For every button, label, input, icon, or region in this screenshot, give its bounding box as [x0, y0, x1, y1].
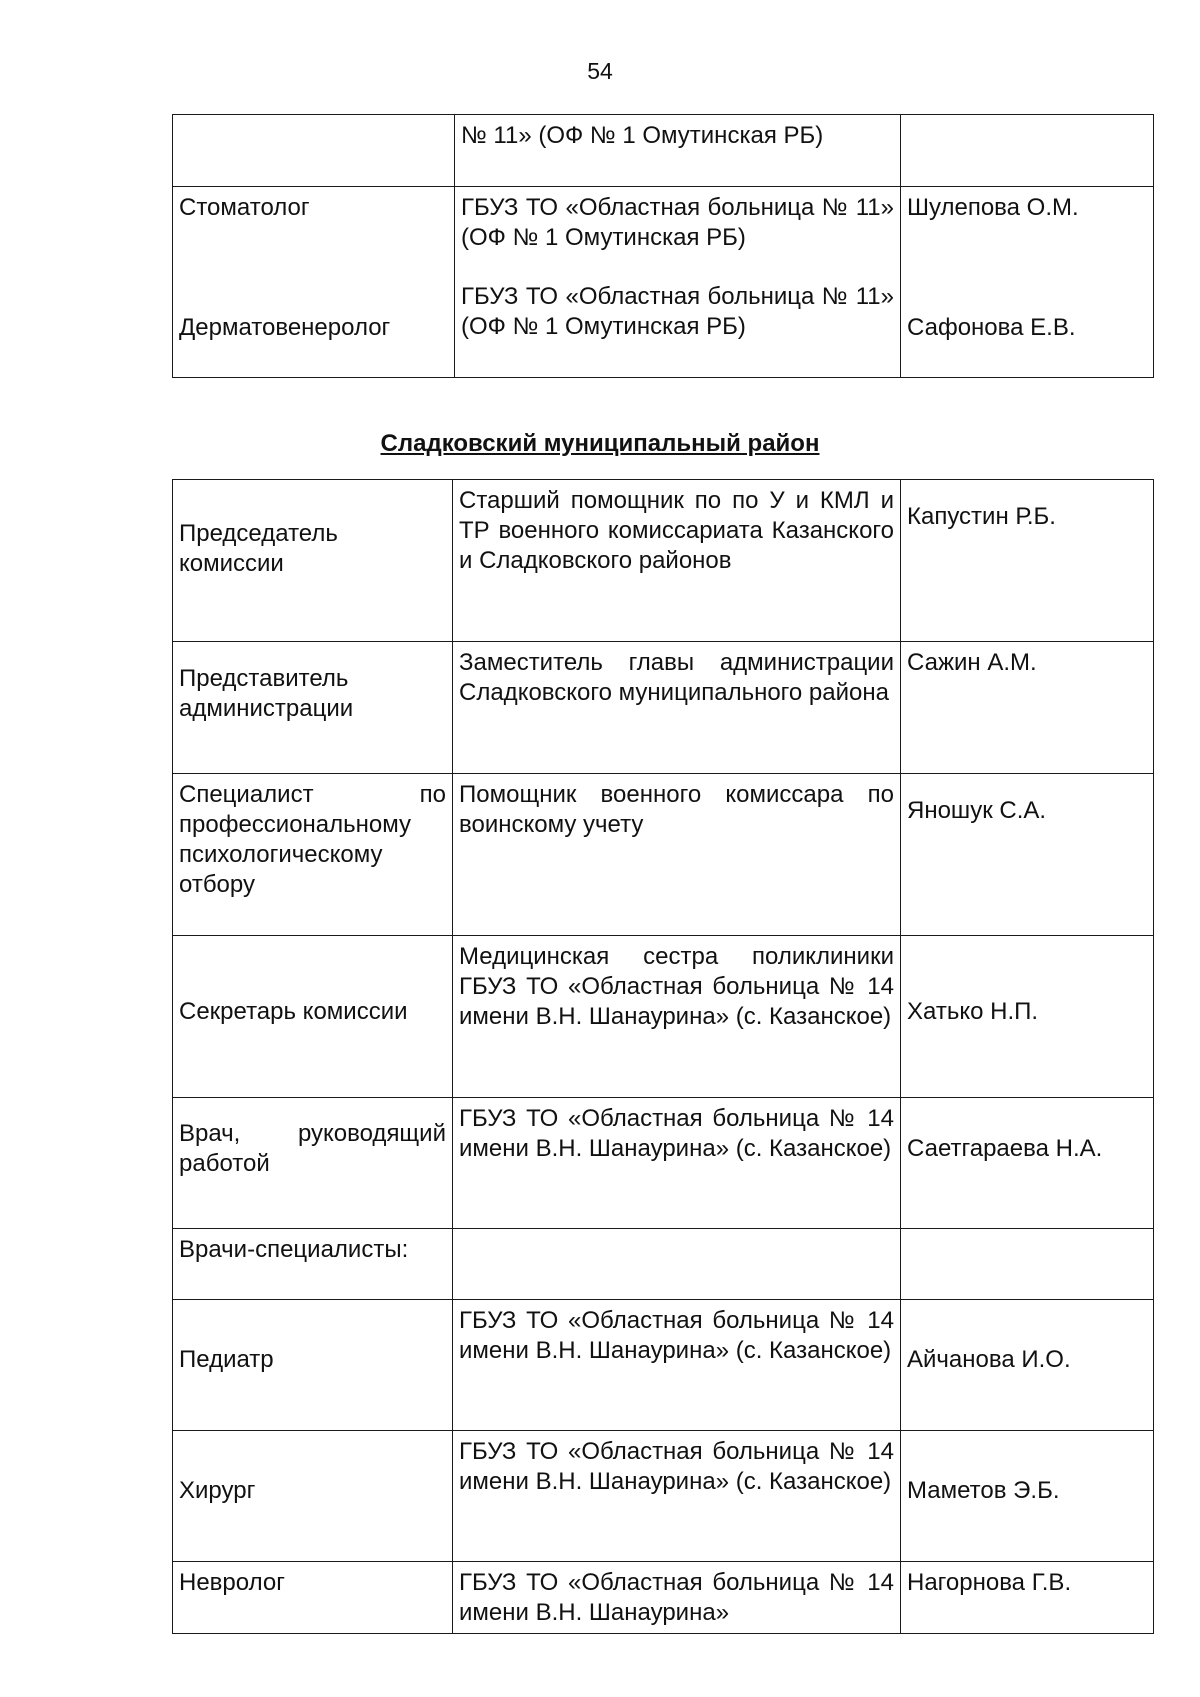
role-text: Стоматолог	[179, 194, 310, 221]
role-cell: Педиатр	[173, 1300, 453, 1431]
role-cell: Представитель администрации	[173, 642, 453, 774]
role-cell: Врач, руководящий работой	[173, 1098, 453, 1229]
role-cell: Секретарь комиссии	[173, 936, 453, 1098]
role-cell: Врачи-специалисты:	[173, 1229, 453, 1300]
role-cell: Специалист по профессиональному психологическому отбору	[173, 774, 453, 936]
person-text: Шулепова О.М.	[907, 194, 1079, 221]
table-row	[173, 1229, 1154, 1300]
table-row	[173, 1562, 1154, 1634]
person-cell	[901, 1229, 1154, 1300]
person-cell	[901, 115, 1154, 187]
person-cell: Айчанова И.О.	[901, 1300, 1154, 1431]
organization-cell	[455, 187, 901, 378]
organization-cell: ГБУЗ ТО «Областная больница № 14 имени В.Н. Шанаурина»	[453, 1562, 901, 1634]
role-cell: Хирург	[173, 1431, 453, 1562]
organization-cell: ГБУЗ ТО «Областная больница № 14 имени В.Н. Шанаурина» (с. Казанское)	[453, 1098, 901, 1229]
table-row	[173, 642, 1154, 774]
table-row	[173, 187, 1154, 378]
table-row	[173, 115, 1154, 187]
person-cell: Нагорнова Г.В.	[901, 1562, 1154, 1634]
organization-cell: Старший помощник по по У и КМЛ и ТР военного комиссариата Казанского и Сладковского районов	[453, 480, 901, 642]
role-cell	[173, 115, 455, 187]
organization-text: ГБУЗ ТО «Областная больница № 11» (ОФ № 1 Омутинская РБ)	[461, 194, 894, 251]
person-cell: Капустин Р.Б.	[901, 480, 1154, 642]
role-cell: Председатель комиссии	[173, 480, 453, 642]
organization-text: ГБУЗ ТО «Областная больница № 11» (ОФ № 1 Омутинская РБ)	[461, 283, 894, 340]
table-row	[173, 480, 1154, 642]
role-text: Дерматовенеролог	[179, 314, 391, 341]
role-cell	[173, 187, 455, 378]
organization-cell: Заместитель главы администрации Сладковского муниципального района	[453, 642, 901, 774]
role-cell: Невролог	[173, 1562, 453, 1634]
person-cell: Сажин А.М.	[901, 642, 1154, 774]
organization-cell: ГБУЗ ТО «Областная больница № 14 имени В.Н. Шанаурина» (с. Казанское)	[453, 1431, 901, 1562]
organization-cell: Медицинская сестра поликлиники ГБУЗ ТО «Областная больница № 14 имени В.Н. Шанаурина» (с. Казанское)	[453, 936, 901, 1098]
commission-table-continued	[172, 114, 1154, 378]
person-cell: Саетгараева Н.А.	[901, 1098, 1154, 1229]
commission-table	[172, 479, 1154, 1634]
person-cell	[901, 187, 1154, 378]
organization-cell: ГБУЗ ТО «Областная больница № 14 имени В.Н. Шанаурина» (с. Казанское)	[453, 1300, 901, 1431]
organization-cell: Помощник военного комиссара по воинскому учету	[453, 774, 901, 936]
section-heading: Сладковский муниципальный район	[380, 430, 820, 457]
table-row	[173, 936, 1154, 1098]
table-row	[173, 774, 1154, 936]
person-cell: Маметов Э.Б.	[901, 1431, 1154, 1562]
organization-cell	[453, 1229, 901, 1300]
page-number: 54	[587, 58, 613, 84]
organization-cell: № 11» (ОФ № 1 Омутинская РБ)	[455, 115, 901, 187]
table-row	[173, 1098, 1154, 1229]
table-row	[173, 1300, 1154, 1431]
person-cell: Яношук С.А.	[901, 774, 1154, 936]
table-row	[173, 1431, 1154, 1562]
person-text: Сафонова Е.В.	[907, 314, 1076, 341]
person-cell: Хатько Н.П.	[901, 936, 1154, 1098]
